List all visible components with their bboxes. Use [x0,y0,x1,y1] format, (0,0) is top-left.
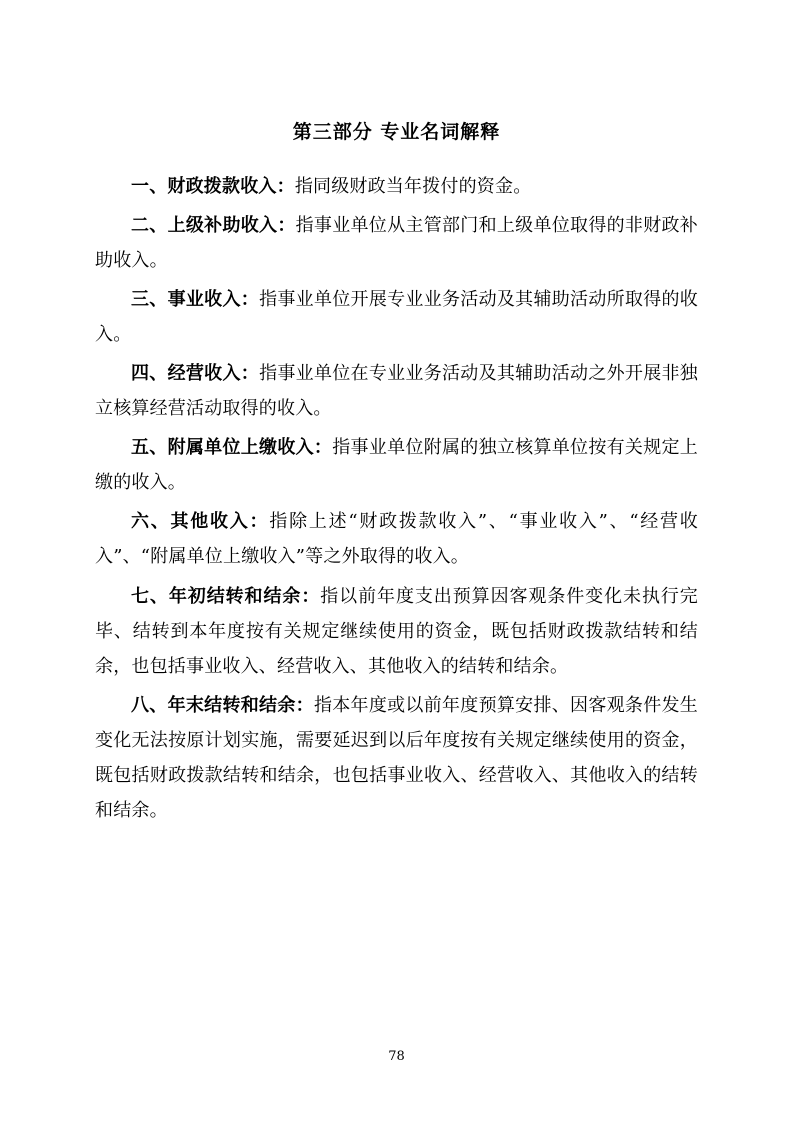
glossary-entry [95,282,698,352]
page-title: 第三部分 专业名词解释 [292,121,501,143]
glossary-entry [95,430,698,500]
glossary-entry-definition: 指事业单位在专业业务活动及其辅助活动之外开展非独立核算经营活动取得的收入。 [95,362,698,420]
glossary-entry-term: 八、年末结转和结余： [131,694,314,716]
glossary-entry-term: 二、上级补助收入： [131,214,296,236]
glossary-entry [95,504,698,574]
glossary-entry [95,579,698,684]
glossary-entry-term: 五、附属单位上缴收入： [131,437,333,459]
glossary-entry-term: 四、经营收入： [131,362,260,384]
glossary-entry-definition: 指事业单位从主管部门和上级单位取得的非财政补助收入。 [95,214,698,271]
glossary-entry-definition: 指事业单位开展专业业务活动及其辅助活动所取得的收入。 [95,288,698,345]
glossary-entry-term: 三、事业收入： [131,288,260,310]
glossary-entry-definition: 指除上述“财政拨款收入”、“事业收入”、“经营收入”、“附属单位上缴收入”等之外取得的收入。 [95,511,699,568]
glossary-entry-definition: 指事业单位附属的独立核算单位按有关规定上缴的收入。 [95,437,699,494]
glossary-entry [95,356,698,426]
glossary-entry-definition: 指以前年度支出预算因客观条件变化未执行完毕、结转到本年度按有关规定继续使用的资金，既包括财政拨款结转和结余，也包括事业收入、经营收入、其他收入的结转和结余。 [95,585,699,677]
glossary-entry-term: 一、财政拨款收入： [131,175,295,197]
glossary-entry-term: 七、年初结转和结余： [131,585,321,607]
page-number: 78 [388,1049,405,1064]
glossary-entry-term: 六、其他收入： [131,511,270,533]
glossary-entry-definition: 指同级财政当年拨付的资金。 [294,175,532,197]
glossary-entry [95,169,698,204]
glossary-entry-definition: 指本年度或以前年度预算安排、因客观条件发生变化无法按原计划实施，需要延迟到以后年度按有关规定继续使用的资金，既包括财政拨款结转和结余，也包括事业收入、经营收入、其他收入的结转和结余。 [95,694,698,822]
glossary-entry [95,208,698,278]
glossary-entry [95,688,698,828]
